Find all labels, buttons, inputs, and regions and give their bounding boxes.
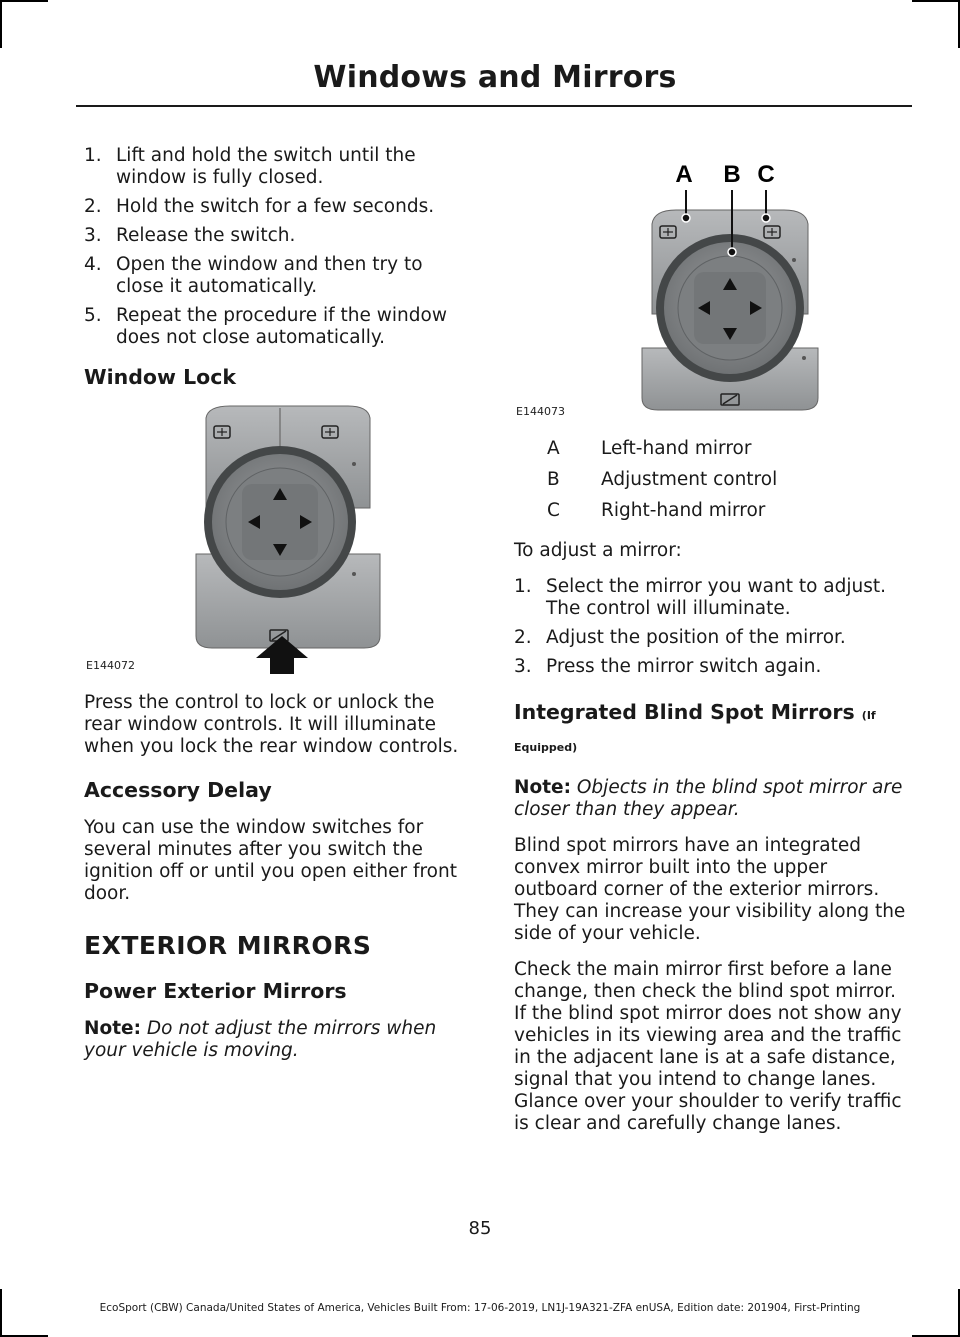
exterior-mirrors-heading: EXTERIOR MIRRORS: [84, 931, 372, 960]
note-label: Note:: [514, 777, 571, 798]
blind-spot-paragraph-1: Blind spot mirrors have an integrated convex mirror built into the upper outboard corner of the exterior mirrors. They can increase your visibility along the side of your vehicle.: [514, 835, 906, 944]
window-switch-illustration: [84, 404, 476, 674]
list-item: 2. Adjust the position of the mirror.: [514, 627, 846, 648]
crop-mark: [912, 0, 960, 2]
figure-code: E144072: [86, 659, 135, 672]
note-text: Do not adjust the mirrors when your vehicle is moving.: [84, 1018, 437, 1061]
legend-row: C Right-hand mirror: [547, 500, 766, 521]
window-lock-heading: Window Lock: [84, 365, 236, 389]
adjust-intro: To adjust a mirror:: [514, 540, 682, 561]
figure-legend: [514, 438, 912, 522]
callout-a: A: [675, 161, 693, 188]
mirror-control-figure: [514, 148, 912, 420]
adjust-steps-list: [514, 576, 912, 678]
note: [514, 777, 912, 821]
list-item: 4. Open the window and then try to close it automatically.: [84, 254, 423, 297]
mirror-switch-illustration: [514, 148, 912, 420]
figure-code: E144073: [516, 405, 565, 418]
crop-mark: [0, 0, 48, 2]
callout-b: B: [723, 161, 741, 188]
accessory-delay-paragraph: You can use the window switches for several minutes after you switch the ignition off or until you open either front door.: [84, 817, 457, 904]
list-item: 5. Repeat the procedure if the window does not close automatically.: [84, 305, 447, 348]
heading-suffix: (If Equipped): [514, 709, 876, 754]
page-number: 85: [468, 1218, 492, 1239]
list-item: 2. Hold the switch for a few seconds.: [84, 196, 435, 217]
crop-mark: [0, 0, 2, 48]
blind-spot-heading: Integrated Blind Spot Mirrors (If Equipped): [514, 700, 876, 754]
right-column: [514, 148, 912, 1149]
list-item: 1. Lift and hold the switch until the window is fully closed.: [84, 145, 416, 188]
list-item: 3. Press the mirror switch again.: [514, 656, 822, 677]
window-lock-figure: [84, 404, 476, 674]
close-steps-list: [84, 145, 476, 349]
accessory-delay-heading: Accessory Delay: [84, 778, 272, 802]
footer: EcoSport (CBW) Canada/United States of America, Vehicles Built From: 17-06-2019, LN1J-19A321-ZFA enUSA, Edition date: 201904, First-Printing: [99, 1302, 861, 1314]
power-mirrors-heading: Power Exterior Mirrors: [84, 979, 347, 1003]
header-rule: [76, 105, 912, 107]
page-title: Windows and Mirrors: [313, 60, 677, 95]
note-label: Note:: [84, 1018, 141, 1039]
left-column: [84, 145, 476, 1076]
legend-row: A Left-hand mirror: [547, 438, 752, 459]
note: [84, 1018, 476, 1062]
list-item: 1. Select the mirror you want to adjust. The control will illuminate.: [514, 576, 887, 619]
list-item: 3. Release the switch.: [84, 225, 296, 246]
window-lock-paragraph: Press the control to lock or unlock the rear window controls. It will illuminate when you lock the rear window controls.: [84, 692, 459, 757]
callout-c: C: [757, 161, 775, 188]
legend-row: B Adjustment control: [547, 469, 778, 490]
blind-spot-paragraph-2: Check the main mirror first before a lane change, then check the blind spot mirror. If the blind spot mirror does not show any vehicles in its viewing area and the traffic in the adjacent lane is at a safe distance, signal that you intend to change lanes. Glance over your shoulder to verify traffic is clear and carefully change lanes.: [514, 959, 902, 1134]
note-text: Objects in the blind spot mirror are closer than they appear.: [514, 777, 903, 820]
